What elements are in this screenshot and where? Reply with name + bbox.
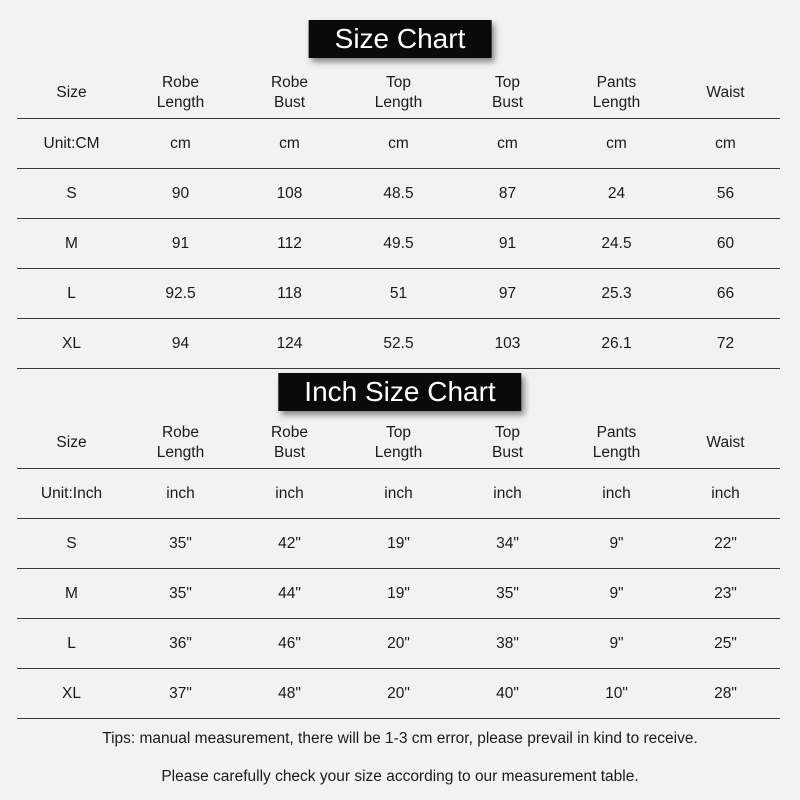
measurement-cell: 108: [276, 184, 303, 202]
measurement-cell: 25": [714, 634, 737, 652]
measurement-cell: 35": [496, 584, 519, 602]
measurement-cell: 36": [169, 634, 192, 652]
table-row: [17, 619, 780, 669]
size-label-cell: Unit:Inch: [40, 484, 103, 502]
inch-size-chart-title: Inch Size Chart: [278, 373, 521, 411]
table-row: [17, 519, 780, 569]
column-header: [344, 423, 453, 463]
size-label-cell: Unit:CM: [43, 134, 100, 152]
measurement-cell: 9": [609, 634, 624, 652]
measurement-cell: 20": [387, 634, 410, 652]
measurement-cell: 26.1: [601, 334, 632, 352]
measurement-cell: inch: [493, 484, 522, 502]
column-header-line: Top: [495, 424, 520, 441]
column-header-line: Robe: [270, 424, 309, 441]
measurement-cell: 94: [171, 334, 190, 352]
column-header-line: Top: [386, 74, 411, 91]
measurement-cell: 10": [605, 684, 628, 702]
measurement-cell: inch: [275, 484, 304, 502]
size-label-cell: L: [67, 284, 76, 302]
tips-check-size-note: Please carefully check your size according to our measurement table.: [161, 768, 639, 785]
column-header: [453, 73, 562, 113]
column-header: [17, 433, 126, 453]
column-header-line: Size: [56, 434, 87, 451]
table-row: [17, 569, 780, 619]
measurement-cell: 124: [276, 334, 303, 352]
measurement-cell: 44": [278, 584, 301, 602]
measurement-cell: 34": [496, 534, 519, 552]
measurement-cell: 118: [277, 284, 302, 302]
column-header-line: Waist: [706, 434, 745, 451]
column-header: [671, 433, 780, 453]
measurement-cell: 48.5: [383, 184, 414, 202]
measurement-cell: 48": [278, 684, 301, 702]
measurement-cell: 97: [498, 284, 517, 302]
measurement-cell: 72: [716, 334, 735, 352]
measurement-cell: 112: [277, 234, 302, 252]
table-header-row: [17, 418, 780, 469]
size-label-cell: XL: [62, 334, 81, 352]
table-row: [17, 169, 780, 219]
measurement-cell: inch: [166, 484, 195, 502]
column-header: [562, 73, 671, 113]
tips-measurement-note: Tips: manual measurement, there will be 1-3 cm error, please prevail in kind to receive.: [102, 730, 698, 747]
measurement-cell: 42": [278, 534, 301, 552]
column-header-line: Pants: [596, 424, 637, 441]
measurement-cell: 24.5: [601, 234, 632, 252]
column-header: [17, 83, 126, 103]
measurement-cell: 25.3: [601, 284, 632, 302]
measurement-cell: 19": [387, 584, 410, 602]
measurement-cell: 35": [169, 584, 192, 602]
column-header: [235, 423, 344, 463]
measurement-cell: 91: [498, 234, 517, 252]
measurement-cell: cm: [279, 134, 300, 152]
column-header-line: Waist: [706, 84, 745, 101]
measurement-cell: 9": [609, 534, 624, 552]
measurement-cell: 66: [716, 284, 735, 302]
measurement-cell: inch: [384, 484, 413, 502]
measurement-cell: 46": [278, 634, 301, 652]
table-row: [17, 469, 780, 519]
measurement-cell: 56: [716, 184, 735, 202]
column-header-line: Top: [495, 74, 520, 91]
size-label-cell: S: [66, 534, 77, 552]
column-header: [562, 423, 671, 463]
measurement-cell: 92.5: [165, 284, 196, 302]
table-row: [17, 269, 780, 319]
column-header: [453, 423, 562, 463]
size-chart-title: Size Chart: [309, 20, 492, 58]
size-label-cell: S: [66, 184, 77, 202]
measurement-cell: 90: [171, 184, 190, 202]
measurement-cell: 20": [387, 684, 410, 702]
measurement-cell: cm: [388, 134, 409, 152]
table-row: [17, 219, 780, 269]
column-header-line: Pants: [596, 74, 637, 91]
measurement-cell: 49.5: [383, 234, 414, 252]
measurement-cell: 19": [387, 534, 410, 552]
measurement-cell: 35": [169, 534, 192, 552]
cm-size-table: [17, 68, 780, 369]
column-header: [344, 73, 453, 113]
column-header: [671, 83, 780, 103]
measurement-cell: inch: [711, 484, 740, 502]
column-header-line: Robe: [161, 424, 200, 441]
size-label-cell: XL: [62, 684, 81, 702]
measurement-cell: cm: [497, 134, 518, 152]
column-header-line: Bust: [491, 94, 523, 111]
measurement-cell: 40": [496, 684, 519, 702]
measurement-cell: 103: [494, 334, 521, 352]
measurement-cell: cm: [715, 134, 736, 152]
column-header-line: Robe: [270, 74, 309, 91]
table-header-row: [17, 68, 780, 119]
column-header-line: Length: [156, 94, 205, 111]
measurement-cell: 52.5: [383, 334, 414, 352]
size-label-cell: L: [67, 634, 76, 652]
table-row: [17, 669, 780, 719]
measurement-cell: 87: [498, 184, 517, 202]
column-header-line: Length: [374, 444, 423, 461]
measurement-cell: 60: [716, 234, 735, 252]
measurement-cell: 91: [171, 234, 190, 252]
measurement-cell: cm: [170, 134, 191, 152]
column-header-line: Bust: [491, 444, 523, 461]
column-header-line: Top: [386, 424, 411, 441]
measurement-cell: inch: [602, 484, 631, 502]
measurement-cell: 22": [714, 534, 737, 552]
measurement-cell: 28": [714, 684, 737, 702]
inch-size-table: [17, 418, 780, 719]
size-label-cell: M: [65, 584, 78, 602]
column-header-line: Length: [592, 94, 641, 111]
table-row: [17, 119, 780, 169]
column-header-line: Bust: [273, 94, 305, 111]
column-header: [235, 73, 344, 113]
measurement-cell: 38": [496, 634, 519, 652]
size-label-cell: M: [65, 234, 78, 252]
measurement-cell: cm: [606, 134, 627, 152]
column-header-line: Length: [592, 444, 641, 461]
column-header-line: Robe: [161, 74, 200, 91]
column-header-line: Size: [56, 84, 87, 101]
measurement-cell: 24: [607, 184, 626, 202]
column-header-line: Bust: [273, 444, 305, 461]
column-header: [126, 423, 235, 463]
measurement-cell: 37": [169, 684, 192, 702]
column-header-line: Length: [374, 94, 423, 111]
table-row: [17, 319, 780, 369]
measurement-cell: 51: [389, 284, 408, 302]
measurement-cell: 9": [609, 584, 624, 602]
measurement-cell: 23": [714, 584, 737, 602]
column-header: [126, 73, 235, 113]
column-header-line: Length: [156, 444, 205, 461]
